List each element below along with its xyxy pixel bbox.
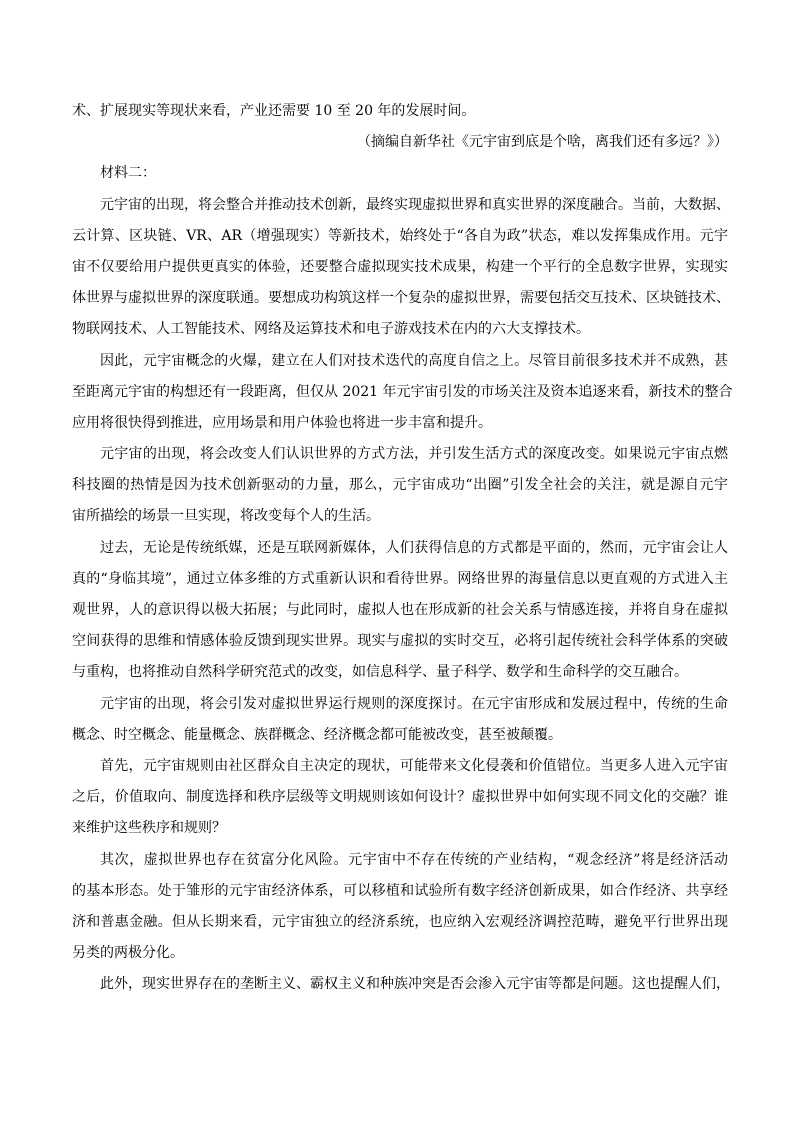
text-line: 此外，现实世界存在的垄断主义、霸权主义和种族冲突是否会渗入元宇宙等都是问题。这也提醒人们，: [100, 976, 730, 993]
section-heading: 材料二：: [100, 165, 156, 182]
text-line: 元宇宙的出现，将会整合并推动技术创新，最终实现虚拟世界和真实世界的深度融合。当前，大数据、: [100, 196, 730, 213]
text-line: 元宇宙的出现，将会改变人们认识世界的方式方法，并引发生活方式的深度改变。如果说元宇宙点燃: [100, 446, 728, 463]
text-line: 概念、时空概念、能量概念、族群概念、经济概念都可能被改变，甚至被颠覆。: [72, 726, 562, 743]
text-line: 之后，价值取向、制度选择和秩序层级等文明规则该如何设计？虚拟世界中如何实现不同文化的交融？谁: [72, 789, 728, 806]
text-line: 真的“身临其境”，通过立体多维的方式重新认识和看待世界。网络世界的海量信息以更直观的方式进入主: [72, 570, 728, 587]
text-line: 济和普惠金融。但从长期来看，元宇宙独立的经济系统，也应纳入宏观经济调控范畴，避免平行世界出现: [72, 913, 728, 930]
text-line: 过去，无论是传统纸媒，还是互联网新媒体，人们获得信息的方式都是平面的，然而，元宇宙会让人: [100, 539, 728, 556]
text-line: 物联网技术、人工智能技术、网络及运算技术和电子游戏技术在内的六大支撑技术。: [72, 321, 590, 338]
text-line: 其次，虚拟世界也存在贫富分化风险。元宇宙中不存在传统的产业结构，“观念经济”将是经济活动: [100, 851, 728, 868]
text-line: 因此，元宇宙概念的火爆，建立在人们对技术迭代的高度自信之上。尽管目前很多技术并不成熟，甚: [100, 352, 728, 369]
source-citation: （摘编自新华社《元宇宙到底是个啥，离我们还有多远？》）: [357, 134, 728, 151]
text-line: 与重构，也将推动自然科学研究范式的改变，如信息科学、量子科学、数学和生命科学的交互融合。: [72, 664, 688, 681]
text-line: 首先，元宇宙规则由社区群众自主决定的现状，可能带来文化侵袭和价值错位。当更多人进入元宇宙: [100, 757, 728, 774]
text-line: 至距离元宇宙的构想还有一段距离，但仅从 2021 年元宇宙引发的市场关注及资本追逐来看，新技术的整合: [72, 383, 733, 400]
text-line: 体世界与虚拟世界的深度联通。要想成功构筑这样一个复杂的虚拟世界，需要包括交互技术、区块链技术、: [72, 290, 730, 307]
text-line: 术、扩展现实等现状来看，产业还需要 10 至 20 年的发展时间。: [72, 103, 476, 119]
text-line: 应用将很快得到推进，应用场景和用户体验也将进一步丰富和提升。: [72, 414, 492, 431]
text-line: 元宇宙的出现，将会引发对虚拟世界运行规则的深度探讨。在元宇宙形成和发展过程中，传统的生命: [100, 695, 728, 712]
text-line: 空间获得的思维和情感体验反馈到现实世界。现实与虚拟的实时交互，必将引起传统社会科学体系的突破: [72, 633, 728, 650]
text-line: 科技圈的热情是因为技术创新驱动的力量，那么，元宇宙成功“出圈”引发全社会的关注，就是源自元宇: [72, 477, 728, 494]
text-line: 宙所描绘的场景一旦实现，将改变每个人的生活。: [72, 508, 380, 525]
text-line: 来维护这些秩序和规则？: [72, 820, 226, 837]
text-line: 观世界，人的意识得以极大拓展；与此同时，虚拟人也在形成新的社会关系与情感连接，并将自身在虚拟: [72, 602, 728, 618]
text-line: 另类的两极分化。: [72, 945, 184, 962]
text-line: 的基本形态。处于雏形的元宇宙经济体系，可以移植和试验所有数字经济创新成果，如合作经济、共享经: [72, 882, 728, 899]
text-line: 云计算、区块链、VR、AR（增强现实）等新技术，始终处于“各自为政”状态，难以发挥集成作用。元宇: [72, 227, 728, 244]
text-line: 宙不仅要给用户提供更真实的体验，还要整合虚拟现实技术成果，构建一个平行的全息数字世界，实现实: [72, 258, 728, 275]
